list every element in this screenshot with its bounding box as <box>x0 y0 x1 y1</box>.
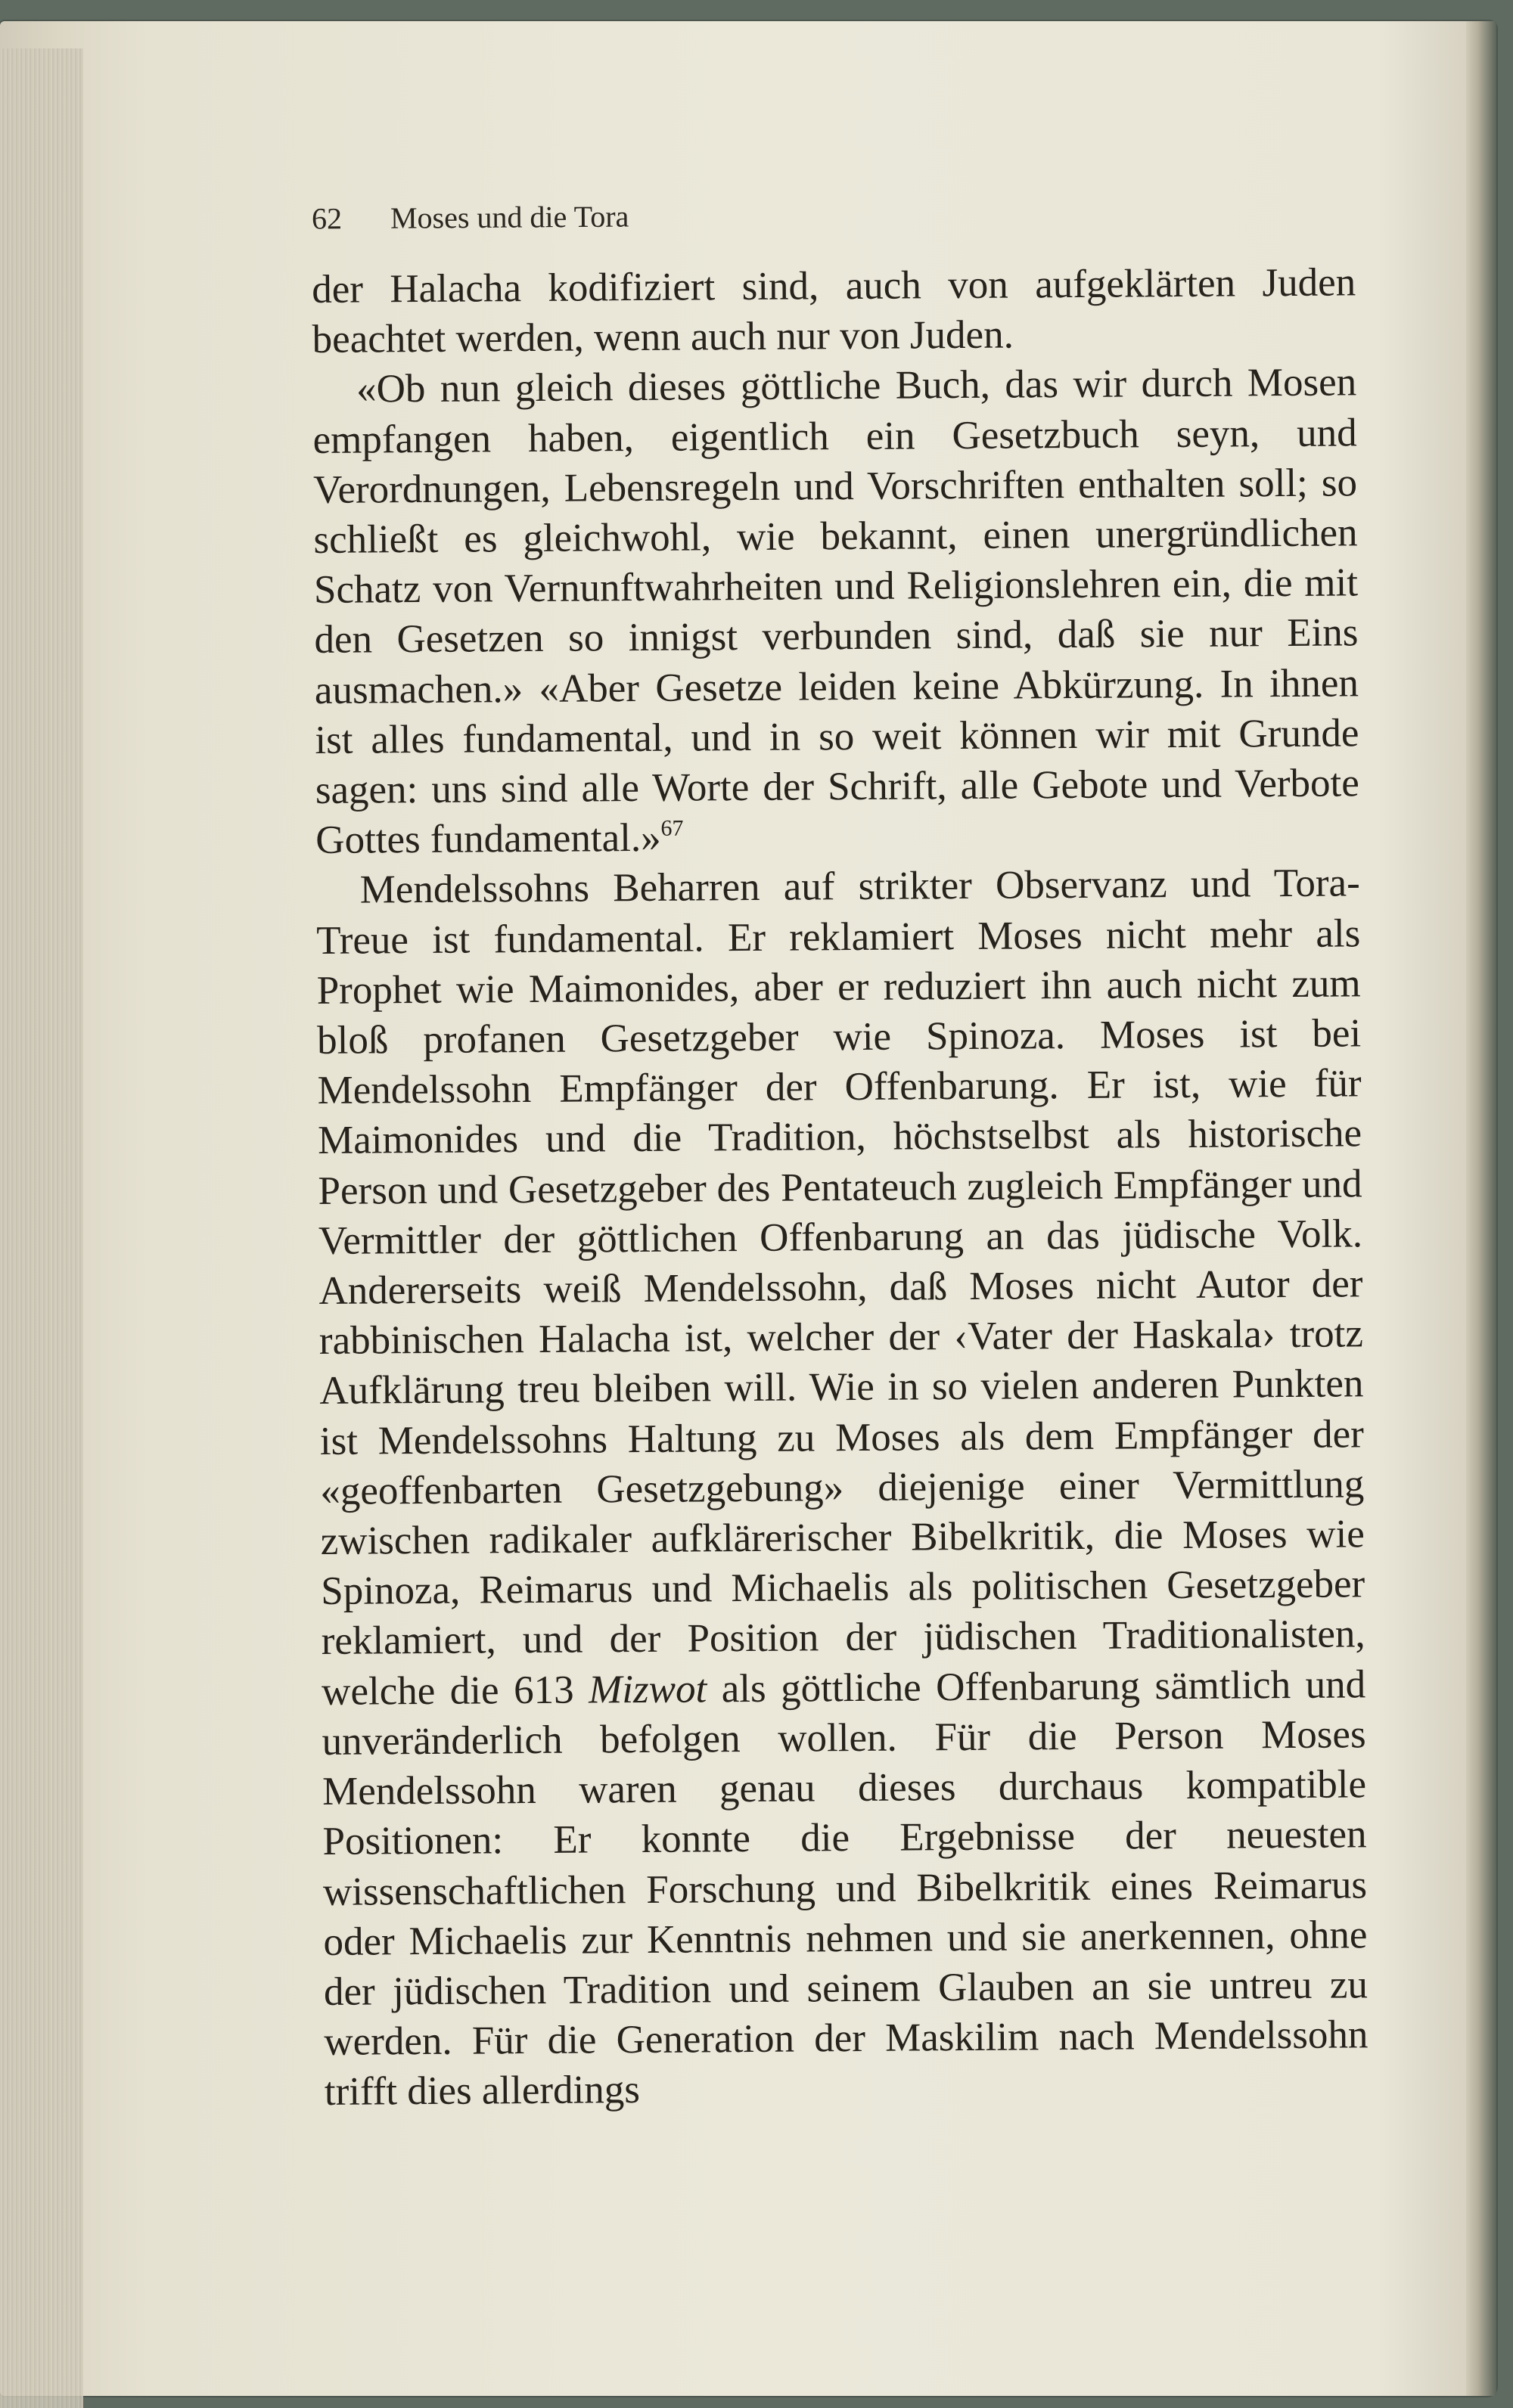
page-number: 62 <box>311 201 343 236</box>
paragraph-1 <box>312 257 1356 365</box>
body-text <box>312 257 1369 2117</box>
italic-term: Mizwot <box>588 1667 707 1712</box>
paragraph-3-text-after: als göttliche Offenbarung sämtlich und unveränderlich befolgen wollen. Für die Person Moses Mendelssohn waren genau dieses durchaus kompatible Positionen: Er konnte die Ergebnisse der neuesten wissenschaftlichen Forschung und Bibelkritik eines Reimarus oder Michaelis zur Kenntnis nehmen und sie anerkennen, ohne der jüdischen Tradition und seinem Glauben an sie untreu zu werden. Für die Generation der Maskilim nach Mendelssohn trifft dies allerdings <box>322 1662 1369 2115</box>
book-page <box>0 21 1496 2396</box>
binding-edge <box>1466 21 1496 2396</box>
footnote-marker: 67 <box>660 815 684 842</box>
paragraph-2-text: «Ob nun gleich dieses göttliche Buch, das wir durch Mosen empfangen haben, eigentlich ein Gesetzbuch seyn, und Verordnungen, Lebensregeln und Vorschriften enthalten soll; so schließt es gleichwohl, wie bekannt, einen unergründlichen Schatz von Vernunftwahrheiten und Religionslehren ein, die mit den Gesetzen so innigst verbunden sind, daß sie nur Eins ausmachen.» «Aber Gesetze leiden keine Abkürzung. In ihnen ist alles fundamental, und in so weit können wir mit Grunde sagen: uns sind alle Worte der Schrift, alle Gebote und Verbote Gottes fundamental.» <box>312 360 1360 863</box>
running-header <box>312 199 629 237</box>
paragraph-1-text: der Halacha kodifiziert sind, auch von aufgeklärten Juden beachtet werden, wenn auch nur von Juden. <box>312 260 1356 362</box>
paragraph-3-text-before: Mendelssohns Beharren auf strikter Observanz und Tora-Treue ist fundamental. Er reklamiert Moses nicht mehr als Prophet wie Maimonides, aber er reduziert ihn auch nicht zum bloß profanen Gesetzgeber wie Spinoza. Moses ist bei Mendelssohn Empfänger der Offenbarung. Er ist, wie für Maimonides und die Tradition, höchstselbst als historische Person und Gesetzgeber des Pentateuch zugleich Empfänger und Vermittler der göttlichen Offenbarung an das jüdische Volk. Andererseits weiß Mendelssohn, daß Moses nicht Autor der rabbinischen Halacha ist, welcher der ‹Vater der Haskala› trotz Aufklärung treu bleiben will. Wie in so vielen anderen Punkten ist Mendelssohns Haltung zu Moses als dem Empfänger der «geoffenbarten Gesetzgebung» diejenige einer Vermittlung zwischen radikaler aufklärerischer Bibelkritik, die Moses wie Spinoza, Reimarus und Michaelis als politischen Gesetzgeber reklamiert, und der Position der jüdischen Traditionalisten, welche die 613 <box>316 861 1365 1714</box>
page-edges <box>0 48 83 2408</box>
paragraph-2 <box>312 358 1360 866</box>
running-title: Moses und die Tora <box>390 199 629 235</box>
paragraph-3 <box>316 858 1369 2118</box>
